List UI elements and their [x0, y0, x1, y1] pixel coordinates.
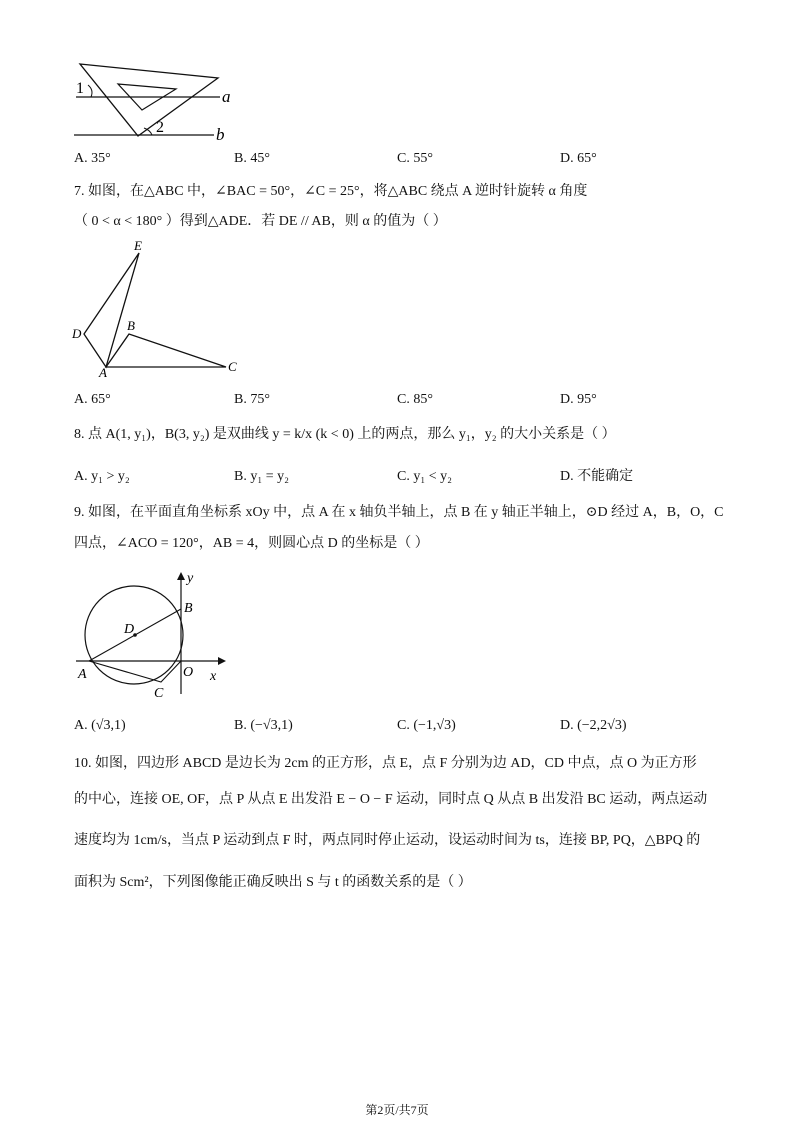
y-axis-arrow [177, 572, 185, 580]
q10-stem-line1: 10. 如图，四边形 ABCD 是边长为 2cm 的正方形，点 E，点 F 分别为边 AD，CD 中点，点 O 为正方形 [74, 756, 697, 771]
label-line-a: a [222, 87, 231, 106]
q7-option-a: A. 65° [74, 392, 111, 407]
label-b: B [127, 318, 135, 333]
q7-figure [66, 236, 246, 378]
q7-option-d: D. 95° [560, 392, 597, 407]
label-d: D [124, 622, 135, 637]
angle-1-arc [88, 85, 92, 97]
label-d: D [72, 326, 82, 341]
label-o: O [183, 665, 194, 680]
label-y: y [187, 571, 194, 586]
label-b: B [184, 601, 193, 616]
q9-option-a: A. (√3,1) [74, 718, 126, 733]
label-c: C [154, 686, 164, 701]
q8-option-b: B. y₁ = y₂ [234, 469, 289, 484]
triangle-ade [84, 253, 139, 367]
label-angle-1: 1 [76, 80, 84, 97]
q9-option-c: C. (−1,√3) [397, 718, 456, 733]
label-line-b: b [216, 125, 225, 144]
q8-option-a: A. y₁ > y₂ [74, 469, 130, 484]
q8-stem: 8. 点 A(1, y₁)，B(3, y₂) 是双曲线 y = k/x (k < 0) 上的两点，那么 y₁，y₂ 的大小关系是（ ） [74, 427, 616, 442]
q10-stem-line3: 速度均为 1cm/s，当点 P 运动到点 F 时，两点同时停止运动，设运动时间为 ts，连接 BP, PQ，△BPQ 的 [74, 833, 701, 848]
triangle-abc [106, 334, 226, 367]
q9-stem-line2: 四点，∠ACO = 120°，AB = 4，则圆心点 D 的坐标是（ ） [74, 536, 429, 551]
label-angle-2: 2 [156, 119, 164, 136]
q8-option-d: D. 不能确定 [560, 469, 634, 484]
label-x: x [210, 669, 217, 684]
q9-figure [70, 566, 240, 701]
q7-stem-line1: 7. 如图，在△ABC 中，∠BAC = 50°，∠C = 25°，将△ABC 绕点 A 逆时针旋转 α 角度 [74, 184, 588, 199]
q9-option-b: B. (−√3,1) [234, 718, 293, 733]
q7-option-c: C. 85° [397, 392, 433, 407]
q10-stem-line4: 面积为 Scm²，下列图像能正确反映出 S 与 t 的函数关系的是（ ） [74, 875, 472, 890]
q7-option-b: B. 75° [234, 392, 270, 407]
q9-option-d: D. (−2,2√3) [560, 718, 627, 733]
label-a: A [99, 365, 107, 378]
label-c: C [228, 359, 237, 374]
page-footer: 第2页/共7页 [365, 1103, 429, 1117]
outer-triangle [80, 64, 218, 136]
q6-option-a: A. 35° [74, 151, 111, 166]
q9-stem-line1: 9. 如图，在平面直角坐标系 xOy 中，点 A 在 x 轴负半轴上，点 B 在 y 轴正半轴上，⊙D 经过 A，B，O，C [74, 505, 724, 520]
label-a: A [78, 667, 87, 682]
q6-option-c: C. 55° [397, 151, 433, 166]
q6-figure [70, 58, 240, 148]
q10-stem-line2: 的中心，连接 OE, OF，点 P 从点 E 出发沿 E − O − F 运动，同时点 Q 从点 B 出发沿 BC 运动，两点运动 [74, 792, 708, 807]
q6-option-d: D. 65° [560, 151, 597, 166]
label-e: E [134, 238, 142, 253]
x-axis-arrow [218, 657, 226, 665]
q8-option-c: C. y₁ < y₂ [397, 469, 452, 484]
q7-stem-line2: （ 0 < α < 180° ）得到△ADE．若 DE // AB，则 α 的值为（ ） [74, 214, 447, 229]
q6-option-b: B. 45° [234, 151, 270, 166]
